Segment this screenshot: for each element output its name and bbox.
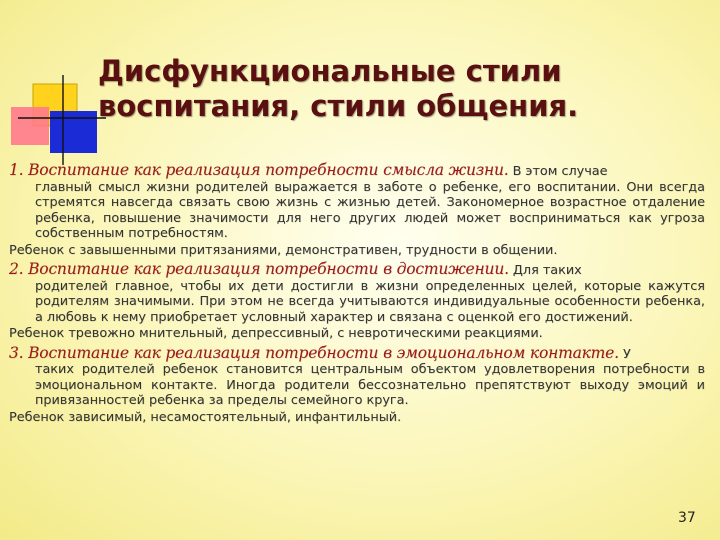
section-2-summary: Ребенок тревожно мнительный, депрессивный, с невротическими реакциями. — [9, 326, 543, 341]
logo-pink-square — [11, 107, 49, 145]
section-3 — [9, 343, 705, 426]
decorative-squares-logo — [0, 0, 110, 170]
section-1-lead: В этом случае — [508, 164, 608, 179]
section-1 — [9, 163, 705, 258]
section-2-body: родителей главное, чтобы их дети достигли в жизни определенных целей, которые кажутся родителям значимыми. При этом не всегда учитываются индивидуальные особенности ребенка, а любовь к нему приобретает условный характер и связана с оценкой его достижений. — [35, 278, 705, 325]
slide-content — [9, 163, 705, 425]
section-1-body: главный смысл жизни родителей выражается в заботе о ребенке, его воспитании. Они всегда стремятся навсегда связать свою жизнь с жизнью детей. Закономерное возрастное отдаление ребенка, повышение значимости для него других людей может восприниматься как угроза собственным потребностям. — [35, 179, 705, 241]
section-2-lead: Для таких — [508, 263, 582, 278]
section-2 — [9, 262, 705, 342]
section-3-summary: Ребенок зависимый, несамостоятельный, инфантильный. — [9, 409, 402, 425]
section-2-heading: 2. Воспитание как реализация потребности в достижении. — [9, 260, 509, 278]
slide-title: Дисфункциональные стили воспитания, стили общения. — [98, 54, 579, 123]
section-3-lead: У — [618, 346, 631, 362]
section-1-summary: Ребенок с завышенными притязаниями, демонстративен, трудности в общении. — [9, 242, 558, 258]
section-3-body: таких родителей ребенок становится центральным объектом удовлетворения потребности в эмоциональном контакте. Иногда родители бессознательно препятствуют выходу эмоций и привязанностей ребенка за пределы семейного круга. — [35, 362, 705, 408]
section-3-heading: 3. Воспитание как реализация потребности в эмоциональном контакте. — [9, 343, 619, 362]
page-number: 37 — [678, 510, 696, 526]
section-1-heading: 1. Воспитание как реализация потребности смысла жизни. — [9, 161, 509, 179]
